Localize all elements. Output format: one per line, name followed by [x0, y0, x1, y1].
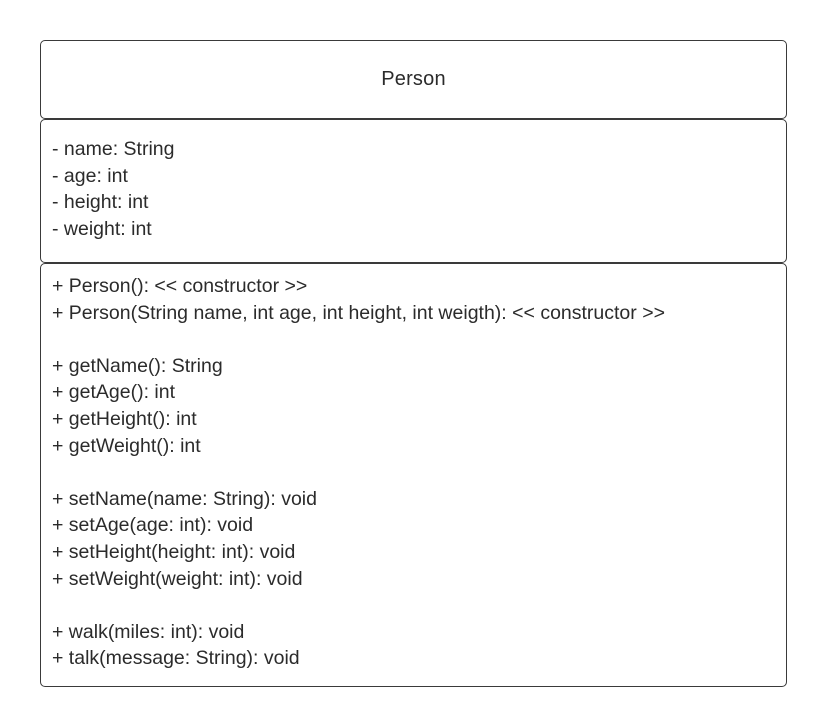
attribute-name: - name: String	[52, 138, 175, 160]
method-constructor-default: + Person(): << constructor >>	[52, 275, 308, 297]
attribute-weight: - weight: int	[52, 217, 152, 240]
method-talk: + talk(message: String): void	[52, 647, 300, 670]
attributes-compartment[interactable]	[40, 119, 787, 263]
class-name-compartment[interactable]	[40, 40, 787, 119]
method-set-weight: + setWeight(weight: int): void	[52, 567, 303, 590]
method-get-age: + getAge(): int	[52, 381, 176, 404]
method-group-spacer	[52, 326, 786, 353]
method-walk: + walk(miles: int): void	[52, 620, 245, 643]
method-group-spacer	[52, 592, 786, 619]
attribute-height: - height: int	[52, 191, 149, 214]
class-name: Person	[381, 68, 446, 90]
method-get-name: + getName(): String	[52, 354, 223, 377]
method-get-weight: + getWeight(): int	[52, 434, 201, 457]
methods-compartment[interactable]	[40, 263, 787, 687]
method-constructor-full: + Person(String name, int age, int height, int weigth): << constructor >>	[52, 301, 665, 324]
method-get-height: + getHeight(): int	[52, 407, 197, 430]
method-set-age: + setAge(age: int): void	[52, 514, 254, 537]
method-set-name: + setName(name: String): void	[52, 487, 317, 510]
method-set-height: + setHeight(height: int): void	[52, 540, 296, 563]
attribute-age: - age: int	[52, 164, 128, 187]
method-group-spacer	[52, 459, 786, 486]
